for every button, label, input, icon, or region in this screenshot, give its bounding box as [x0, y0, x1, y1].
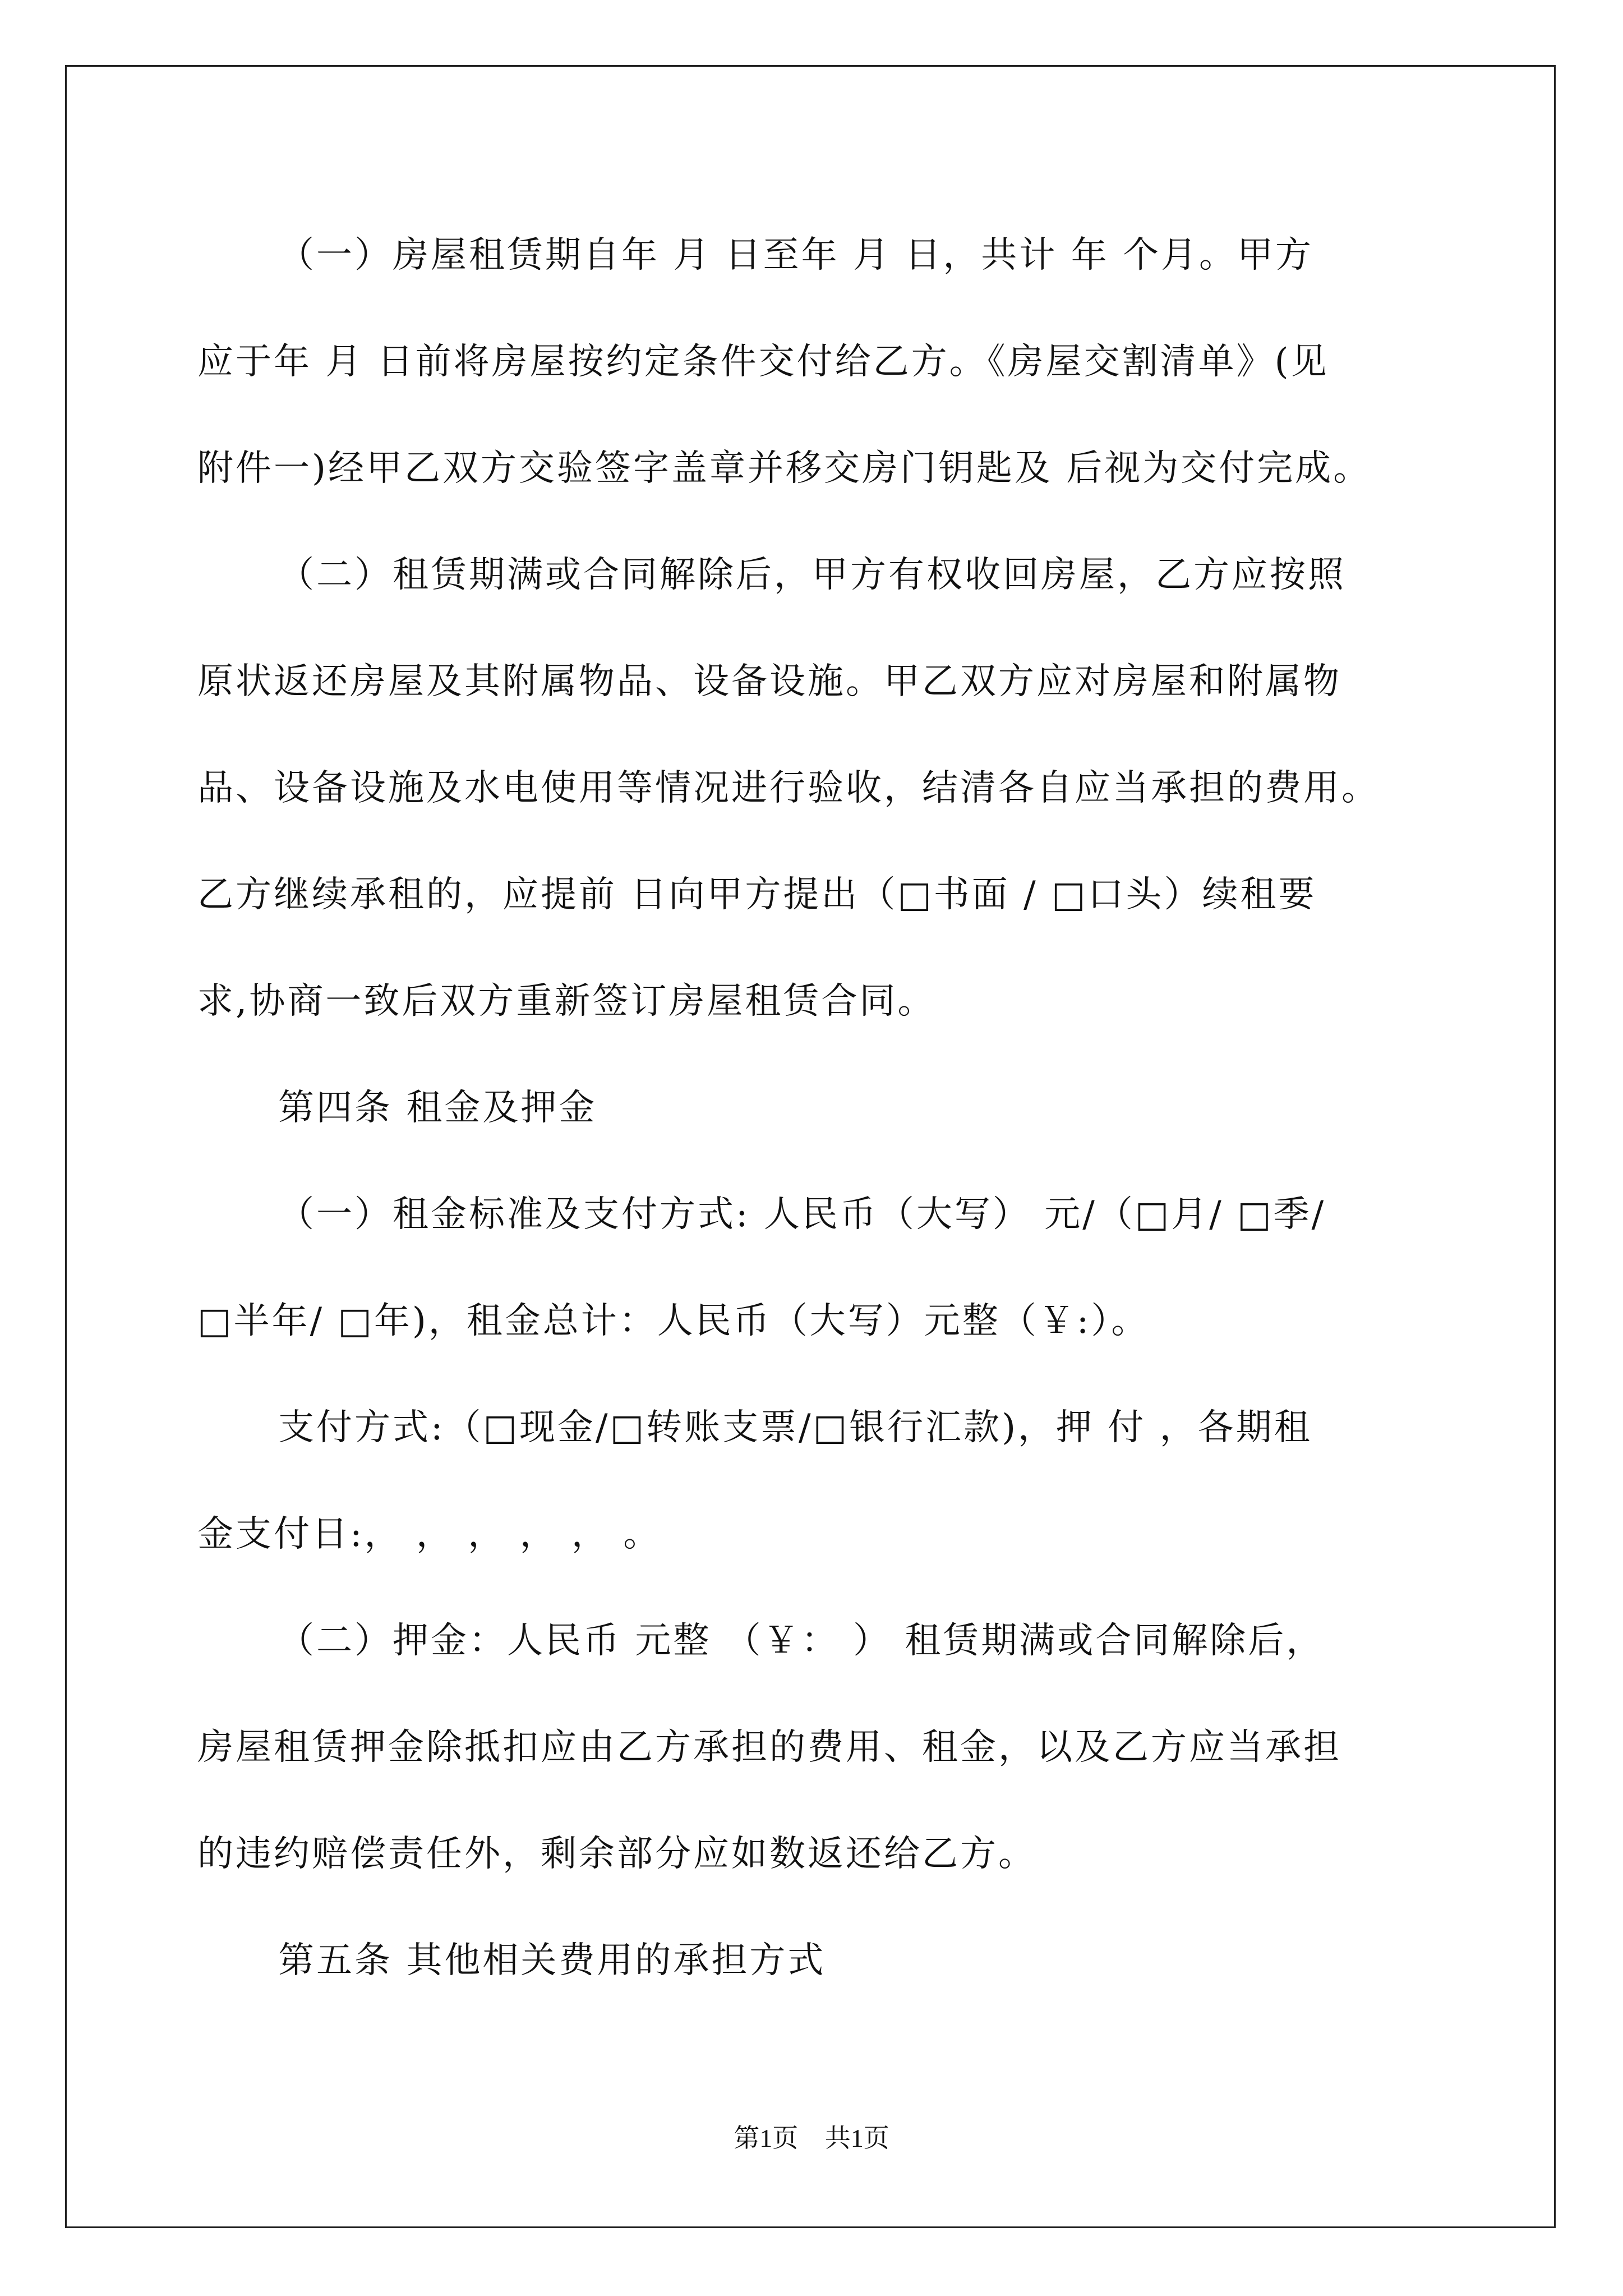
paragraph-line: 房屋租赁押金除抵扣应由乙方承担的费用、租金，以及乙方应当承担	[197, 1727, 1341, 1768]
paragraph-line: （二）押金：人民币 元整 （￥： ） 租赁期满或合同解除后，	[278, 1620, 1325, 1662]
paragraph-line: 附件一)经甲乙双方交验签字盖章并移交房门钥匙及 后视为交付完成。	[197, 448, 1372, 489]
paragraph-line: （一）房屋租赁期自年 月 日至年 月 日，共计 年 个月。甲方	[278, 234, 1314, 276]
paragraph-line: 金支付日:， ， ， ， ， 。	[197, 1513, 662, 1555]
paragraph-line: 原状返还房屋及其附属物品、设备设施。甲乙双方应对房屋和附属物	[197, 661, 1341, 702]
paragraph-line: □半年/ □年)，租金总计：人民币（大写）元整（￥:）。	[197, 1300, 1150, 1342]
article-heading: 第五条 其他相关费用的承担方式	[278, 1940, 826, 1981]
paragraph-line: 的违约赔偿责任外，剩余部分应如数返还给乙方。	[197, 1833, 1036, 1875]
paragraph-line: （一）租金标准及支付方式: 人民币（大写） 元/（□月/ □季/	[278, 1194, 1326, 1235]
document-body	[197, 202, 1431, 2014]
paragraph-line: 乙方继续承租的，应提前 日向甲方提出（□书面 / □口头）续租要	[197, 874, 1317, 915]
page-number: 第1页	[734, 2124, 799, 2152]
paragraph-line: 支付方式:（□现金/□转账支票/□银行汇款)，押 付 ，各期租	[278, 1407, 1312, 1448]
page-footer	[0, 2118, 1623, 2155]
paragraph-line: 品、设备设施及水电使用等情况进行验收，结清各自应当承担的费用。	[197, 767, 1380, 809]
paragraph-line: （二）租赁期满或合同解除后，甲方有权收回房屋，乙方应按照	[278, 554, 1346, 596]
paragraph-line: 应于年 月 日前将房屋按约定条件交付给乙方。《房屋交割清单》(见	[197, 341, 1329, 383]
article-heading: 第四条 租金及押金	[278, 1087, 597, 1129]
page-total: 共1页	[824, 2124, 889, 2152]
paragraph-line: 求,协商一致后双方重新签订房屋租赁合同。	[197, 981, 936, 1022]
